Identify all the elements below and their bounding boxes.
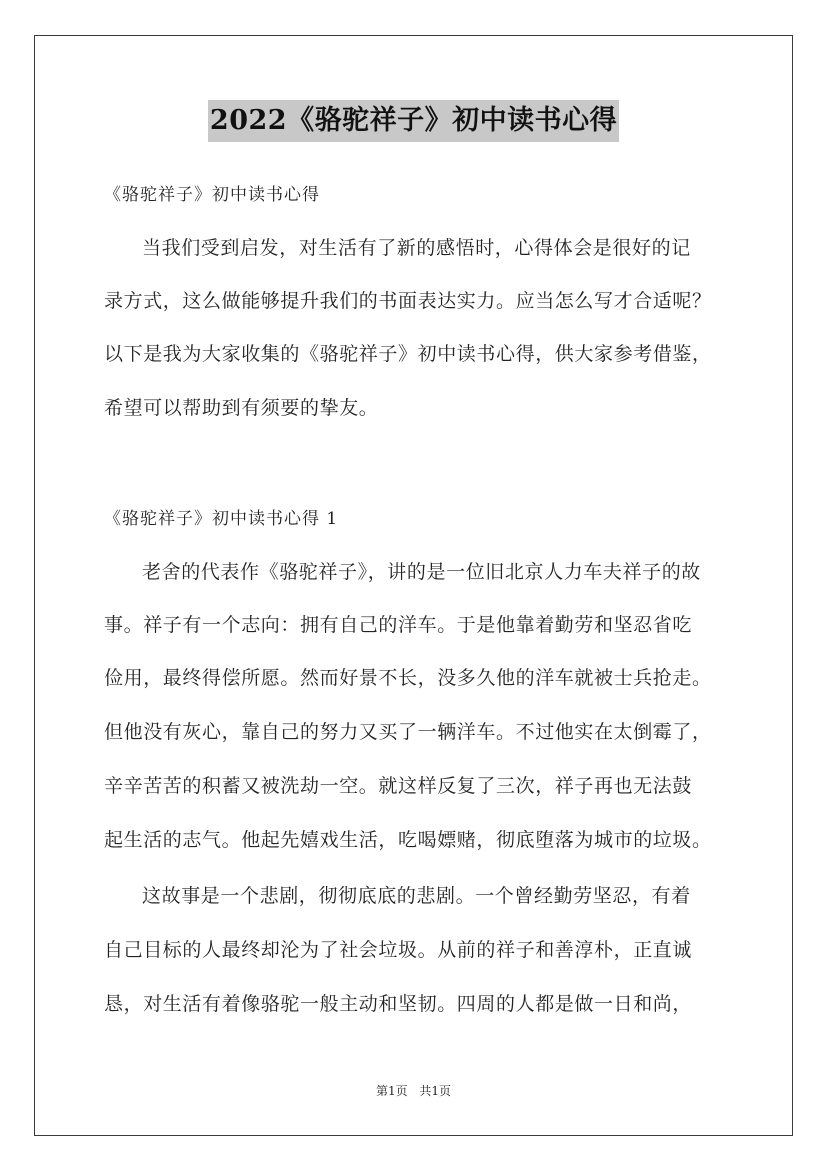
page-footer <box>0 1082 827 1100</box>
intro-line-2: 录方式，这么做能够提升我们的书面表达实力。应当怎么写才合适呢？ <box>104 290 712 312</box>
para1-line-2: 事。祥子有一个志向：拥有自己的洋车。于是他靠着勤劳和坚忍省吃 <box>104 614 693 636</box>
document-title: 2022《骆驼祥子》初中读书心得 <box>208 100 619 142</box>
total-pages: 共1页 <box>419 1084 452 1098</box>
para1-line-6: 起生活的志气。他起先嬉戏生活，吃喝嫖赌，彻底堕落为城市的垃圾。 <box>104 829 712 851</box>
intro-line-1: 当我们受到启发，对生活有了新的感悟时，心得体会是很好的记 <box>142 237 691 259</box>
para1-line-3: 俭用，最终得偿所愿。然而好景不长，没多久他的洋车就被士兵抢走。 <box>104 667 712 689</box>
title-container <box>0 100 827 142</box>
page-number: 第1页 <box>375 1084 408 1098</box>
para1-line-1: 老舍的代表作《骆驼祥子》，讲的是一位旧北京人力车夫祥子的故 <box>142 561 701 583</box>
para2-line-2: 自己目标的人最终却沦为了社会垃圾。从前的祥子和善淳朴，正直诚 <box>104 939 693 961</box>
intro-line-3: 以下是我为大家收集的《骆驼祥子》初中读书心得，供大家参考借鉴， <box>104 343 712 365</box>
para2-line-3: 恳，对生活有着像骆驼一般主动和坚韧。四周的人都是做一日和尚， <box>104 993 693 1015</box>
section-heading: 《骆驼祥子》初中读书心得 1 <box>104 509 339 529</box>
para1-line-5: 辛辛苦苦的积蓄又被洗劫一空。就这样反复了三次，祥子再也无法鼓 <box>104 775 693 797</box>
intro-line-4: 希望可以帮助到有须要的挚友。 <box>104 397 379 419</box>
para1-line-4: 但他没有灰心，靠自己的努力又买了一辆洋车。不过他实在太倒霉了， <box>104 721 712 743</box>
document-subtitle: 《骆驼祥子》初中读书心得 <box>104 185 320 205</box>
para2-line-1: 这故事是一个悲剧，彻彻底底的悲剧。一个曾经勤劳坚忍，有着 <box>142 885 691 907</box>
